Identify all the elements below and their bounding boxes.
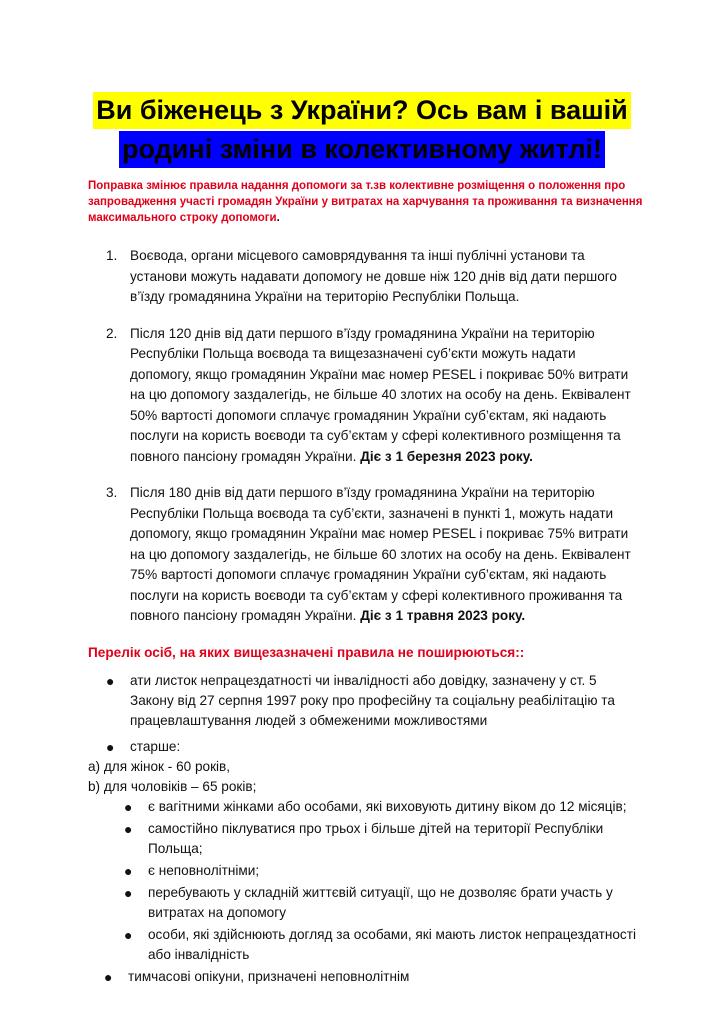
rule-number: 1. [106, 248, 118, 263]
exceptions-heading: Перелік осіб, на яких вищезазначені правила не поширюються:: [88, 644, 525, 660]
rule-item-2 [106, 324, 640, 468]
list-item [124, 925, 648, 965]
rule-number: 3. [106, 485, 118, 500]
list-item-text: є вагітними жінками або особами, які виховують дитину віком до 12 місяців; [148, 798, 627, 814]
rule-item-3 [106, 483, 640, 627]
bullet-icon: ● [104, 968, 113, 985]
list-item [124, 797, 648, 817]
bullet-icon: ● [106, 672, 115, 689]
list-item-text: ати листок непрацездатності чи інвалідності або довідку, зазначену у ст. 5 Закону від 27 серпня 1997 року про професійну та соціальну реабілітацію та працевлаштування людей з обмеженими можливостями [130, 672, 615, 728]
rules-list [0, 246, 724, 627]
list-item-text: є неповнолітніми; [148, 862, 260, 878]
bullet-icon: ● [124, 884, 133, 901]
document-title [0, 92, 724, 168]
bullet-icon: ● [124, 798, 133, 815]
list-item [106, 671, 640, 731]
rule-text: Після 120 днів від дати першого в’їзду громадянина України на територію Республіки Польща воєвода та вищезазначені суб’єкти можуть надати допомогу, якщо громадянин України має номер PESEL і покриває 50% витрати на цю допомогу заздалегідь, не більше 40 злотих на особу на день. Еквівалент 50% вартості допомоги сплачує громадянин України суб’єктам, які надають послуги на користь воєводи та суб’єктам у сфері колективного розміщення та повного пансіону громадян України. [130, 325, 631, 464]
list-item [124, 819, 648, 859]
bullet-icon: ● [124, 862, 133, 879]
list-item-text: самостійно піклуватися про трьох і більше дітей на території Республіки Польща; [148, 820, 604, 856]
list-item [124, 861, 648, 881]
list-item-text: старше: [130, 738, 181, 754]
rule-number: 2. [106, 325, 118, 341]
title-line-2: родині зміни в колективному житлі! [119, 131, 605, 168]
age-men: b) для чоловіків – 65 років; [88, 778, 257, 794]
age-women: а) для жінок - 60 років, [88, 758, 231, 774]
list-item-text: перебувають у складній життєвій ситуації, що не дозволяє брати участь у витратах на допомогу [148, 884, 613, 920]
rule-effective-date: Діє з 1 березня 2023 року. [360, 448, 533, 464]
list-item [124, 883, 648, 923]
list-item [106, 737, 724, 757]
list-item-text: тимчасові опікуни, призначені неповнолітнім [128, 968, 410, 984]
list-item-text: особи, які здійснюють догляд за особами, які мають листок непрацездатності або інвалідність [148, 926, 636, 962]
bullet-icon: ● [106, 738, 115, 755]
intro-end: . [276, 212, 280, 224]
rule-text: Воєвода, органи місцевого самоврядування та інші публічні установи та установи можуть надавати допомогу не довше ніж 120 днів від дати першого в’їзду громадянина України на територію Республіки Польща. [130, 248, 617, 304]
rule-effective-date: Діє з 1 травня 2023 року. [360, 608, 526, 623]
intro-paragraph [88, 178, 648, 226]
bullet-icon: ● [124, 926, 133, 943]
title-line-1: Ви біженець з України? Ось вам і вашій [93, 92, 631, 129]
bullet-icon: ● [124, 820, 133, 837]
rule-item-1 [106, 246, 640, 308]
rule-text: Після 180 днів від дати першого в’їзду громадянина України на територію Республіки Польща воєвода та суб’єкти, зазначені в пункті 1, можуть надати допомогу, якщо громадянин України має номер PESEL і покриває 75% витрати на цю допомогу заздалегідь, не більше 60 злотих на особу на день. Еквівалент 75% вартості допомоги сплачує громадянин України суб’єктам, які надають послуги на користь воєводи та суб’єктам у сфері колективного проживання та повного пансіону громадян України. [130, 485, 631, 623]
intro-text: Поправка змінює правила надання допомоги за т.зв колективне розміщення о положення про запровадження участі громадян України у витратах на харчування та проживання та визначення максимального строку допомоги [88, 180, 643, 224]
list-item [104, 967, 724, 987]
